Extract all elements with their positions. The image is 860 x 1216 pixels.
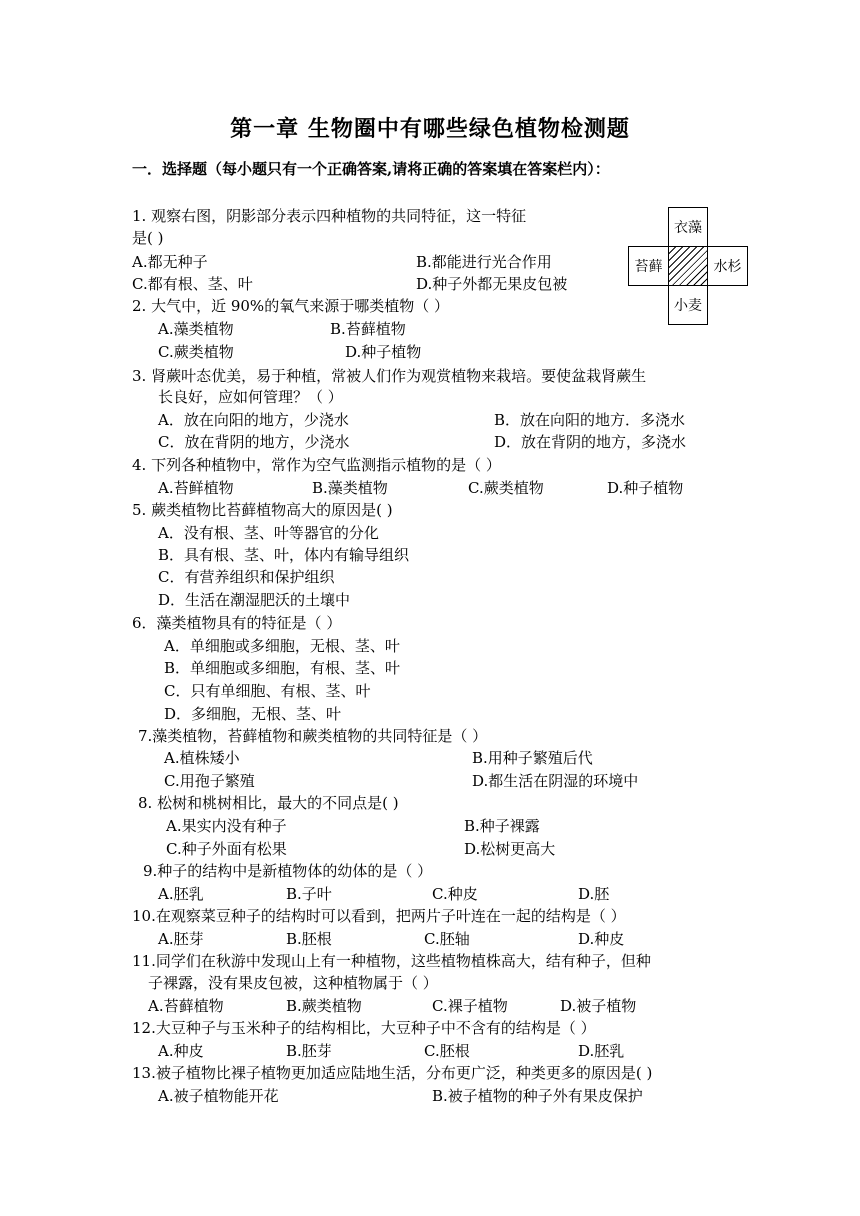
option-c: C.用孢子繁殖	[164, 772, 255, 790]
option-a: A.种皮	[158, 1042, 204, 1060]
question-stem: 1. 观察右图，阴影部分表示四种植物的共同特征，这一特征	[132, 207, 527, 225]
question-stem: 4. 下列各种植物中，常作为空气监测指示植物的是（ ）	[132, 456, 501, 474]
question-stem: 10.在观察菜豆种子的结构时可以看到，把两片子叶连在一起的结构是（ ）	[132, 907, 626, 925]
option-a: A.果实内没有种子	[166, 817, 287, 835]
option-b: B.胚根	[286, 930, 332, 948]
option-a: A.植株矮小	[164, 749, 240, 767]
option-d: D.都生活在阴湿的环境中	[472, 772, 639, 790]
option-b: B.蕨类植物	[286, 997, 362, 1015]
option-a: A.胚芽	[158, 930, 204, 948]
option-c: C.种子外面有松果	[166, 840, 287, 858]
figure-right-cell: 水杉	[707, 246, 748, 286]
option-d: D.松树更高大	[464, 840, 556, 858]
figure-top-cell: 衣藻	[668, 207, 708, 247]
option-c: C.都有根、茎、叶	[132, 275, 253, 293]
option-b: B.都能进行光合作用	[416, 253, 552, 271]
section-heading: 一．选择题（每小题只有一个正确答案,请将正确的答案填在答案栏内）：	[132, 160, 610, 178]
option-c: C.裸子植物	[432, 997, 508, 1015]
option-d: D.胚	[578, 885, 610, 903]
question-stem: 12.大豆种子与玉米种子的结构相比，大豆种子中不含有的结构是（ ）	[132, 1019, 596, 1037]
option-b: B.用种子繁殖后代	[472, 749, 593, 767]
question-stem: 是( )	[132, 229, 164, 247]
question-stem: 5. 蕨类植物比苔藓植物高大的原因是( )	[132, 501, 393, 519]
question-stem: 3. 肾蕨叶态优美，易于种植，常被人们作为观赏植物来栽培。要使盆栽肾蕨生	[132, 367, 647, 385]
question-stem: 子裸露，没有果皮包被，这种植物属于（ ）	[148, 974, 438, 992]
question-stem: 11.同学们在秋游中发现山上有一种植物，这些植物植株高大，结有种子，但种	[132, 952, 651, 970]
option-b: B.藻类植物	[312, 479, 388, 497]
option-b: B．具有根、茎、叶，体内有输导组织	[158, 546, 410, 564]
question-stem: 9.种子的结构中是新植物体的幼体的是（ ）	[143, 862, 433, 880]
option-c: C.蕨类植物	[158, 343, 234, 361]
option-d: D.种子外都无果皮包被	[416, 275, 568, 293]
option-b: B.种子裸露	[464, 817, 540, 835]
option-c: C.胚轴	[424, 930, 470, 948]
option-a: A.藻类植物	[158, 320, 234, 338]
option-d: D.胚乳	[578, 1042, 625, 1060]
option-d: D.种子植物	[607, 479, 684, 497]
option-a: A．放在向阳的地方，少浇水	[158, 411, 349, 429]
question-stem: 8. 松树和桃树相比，最大的不同点是( )	[138, 794, 399, 812]
option-b: B.胚芽	[286, 1042, 332, 1060]
option-b: B.苔藓植物	[330, 320, 406, 338]
option-d: D.种皮	[578, 930, 625, 948]
option-a: A.被子植物能开花	[158, 1087, 279, 1105]
option-a: A．没有根、茎、叶等器官的分化	[158, 524, 379, 542]
question-stem: 6．藻类植物具有的特征是（ ）	[132, 614, 342, 632]
figure-left-cell: 苔藓	[628, 246, 669, 286]
question-stem: 13.被子植物比裸子植物更加适应陆地生活，分布更广泛，种类更多的原因是( )	[132, 1064, 653, 1082]
option-d: D．多细胞，无根、茎、叶	[164, 705, 342, 723]
figure-bottom-cell: 小麦	[668, 285, 708, 325]
option-c: C.胚根	[424, 1042, 470, 1060]
page-title: 第一章 生物圈中有哪些绿色植物检测题	[230, 116, 630, 142]
option-c: C．只有单细胞、有根、茎、叶	[164, 682, 371, 700]
option-a: A.都无种子	[132, 253, 208, 271]
option-c: C．放在背阴的地方，少浇水	[158, 433, 350, 451]
option-b: B．单细胞或多细胞，有根、茎、叶	[164, 659, 401, 677]
option-d: D.种子植物	[345, 343, 422, 361]
option-b: B．放在向阳的地方．多浇水	[494, 411, 686, 429]
figure-shaded-center	[668, 246, 708, 286]
option-d: D．生活在潮湿肥沃的土壤中	[158, 591, 351, 609]
option-d: D.被子植物	[560, 997, 637, 1015]
option-c: C．有营养组织和保护组织	[158, 568, 335, 586]
option-a: A.胚乳	[158, 885, 204, 903]
option-b: B.子叶	[286, 885, 332, 903]
question-stem: 长良好，应如何管理？（ ）	[158, 388, 343, 406]
option-a: A.苔鲜植物	[158, 479, 234, 497]
option-d: D．放在背阴的地方，多浇水	[494, 433, 687, 451]
question-stem: 2. 大气中，近 90%的氧气来源于哪类植物（ ）	[132, 297, 449, 315]
option-c: C.种皮	[432, 885, 478, 903]
option-a: A.苔藓植物	[148, 997, 224, 1015]
question-stem: 7.藻类植物，苔藓植物和蕨类植物的共同特征是（ ）	[138, 727, 488, 745]
option-b: B.被子植物的种子外有果皮保护	[432, 1087, 643, 1105]
option-c: C.蕨类植物	[468, 479, 544, 497]
option-a: A．单细胞或多细胞，无根、茎、叶	[164, 637, 400, 655]
